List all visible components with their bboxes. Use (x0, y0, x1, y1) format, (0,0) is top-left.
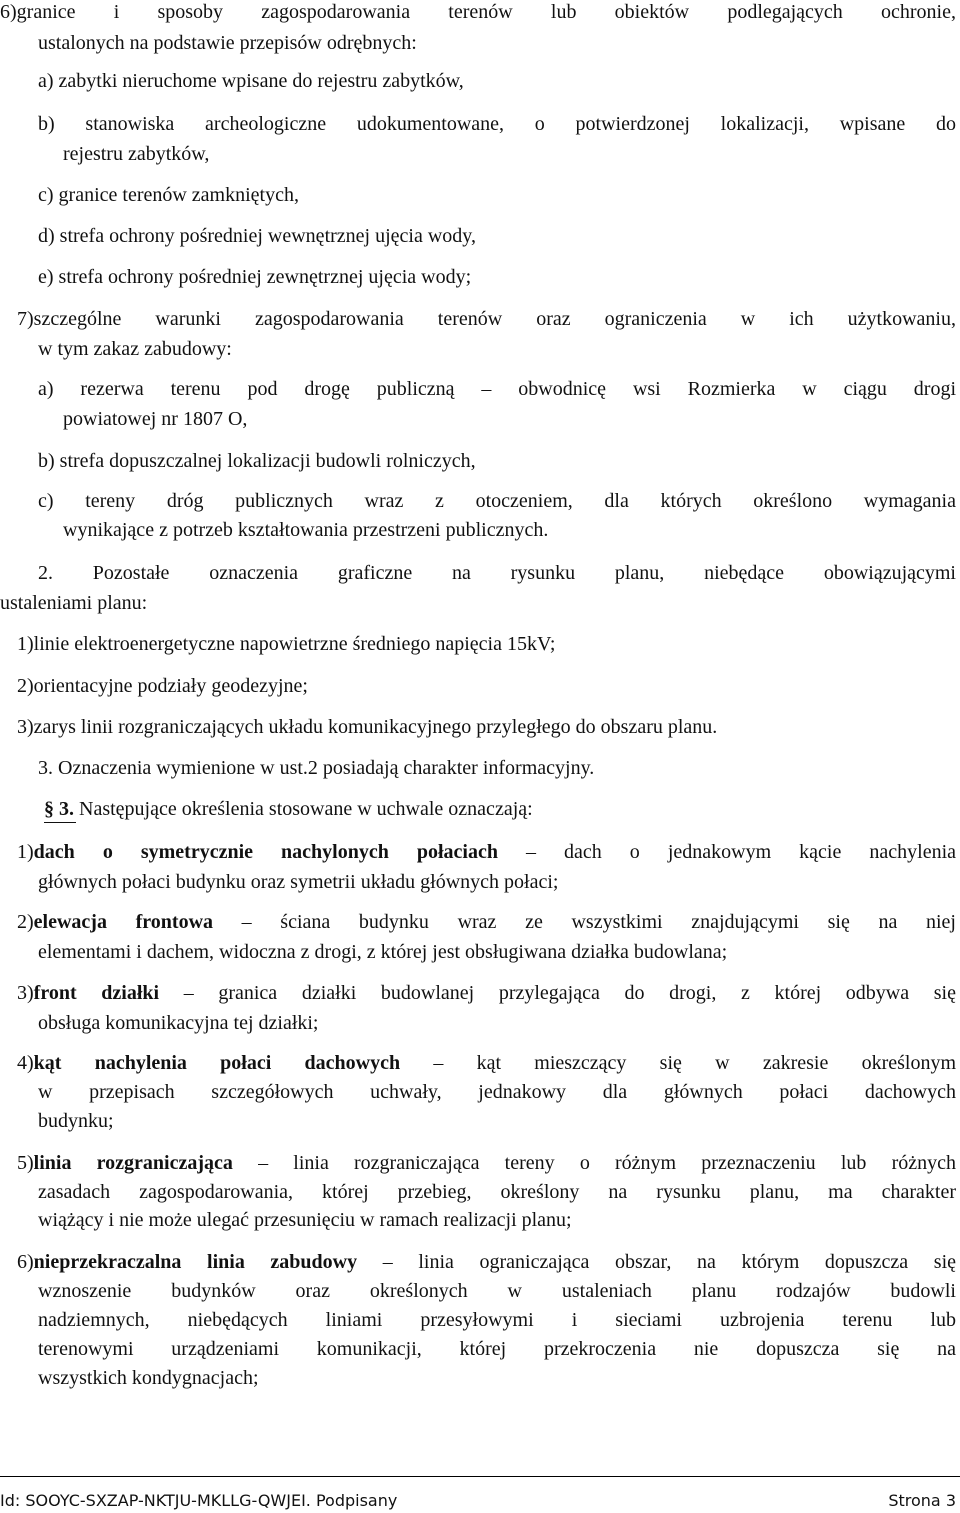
item-6b-line-2: rejestru zabytków, (63, 143, 210, 165)
section-2-item-1: 1)linie elektroenergetyczne napowietrzne średniego napięcia 15kV; (17, 633, 556, 655)
definition-6-line-4: terenowymi urządzeniami komunikacji, której przekroczenia nie dopuszcza się na (38, 1338, 956, 1360)
definition-3-term: front działki (33, 982, 160, 1004)
item-7b: b) strefa dopuszczalnej lokalizacji budowli rolniczych, (38, 450, 476, 472)
section-2-line-1: 2. Pozostałe oznaczenia graficzne na rysunku planu, niebędące obowiązującymi (38, 562, 956, 584)
paragraph-3-heading (44, 797, 533, 821)
definition-2-term: elewacja frontowa (33, 911, 214, 933)
paragraph-3-text: Następujące określenia stosowane w uchwale oznaczają: (74, 798, 533, 820)
definition-4-line-3: budynku; (38, 1110, 114, 1132)
definition-4-line-1 (17, 1051, 956, 1075)
item-7a-line-1: a) rezerwa terenu pod drogę publiczną – obwodnicę wsi Rozmierka w ciągu drogi (38, 378, 956, 400)
definition-6-number: 6) (17, 1251, 34, 1273)
definition-6-text: – linia ograniczająca obszar, na którym dopuszcza się (357, 1251, 957, 1273)
definition-3-line-1 (17, 981, 956, 1005)
paragraph-3-number: § 3. (44, 798, 74, 820)
definition-5-text: – linia rozgraniczająca tereny o różnym przeznaczeniu lub różnych (232, 1152, 956, 1174)
item-7c-line-2: wynikające z potrzeb kształtowania przestrzeni publicznych. (63, 519, 549, 541)
definition-4-number: 4) (17, 1052, 34, 1074)
item-6c: c) granice terenów zamkniętych, (38, 184, 299, 206)
section-2-item-3: 3)zarys linii rozgraniczających układu komunikacyjnego przyległego do obszaru planu. (17, 716, 718, 738)
section-2-line-2: ustaleniami planu: (0, 592, 148, 614)
item-6b-line-1: b) stanowiska archeologiczne udokumentowane, o potwierdzonej lokalizacji, wpisane do (38, 113, 956, 135)
definition-1-line-1 (17, 840, 956, 864)
definition-2-line-1 (17, 910, 956, 934)
definition-1-number: 1) (17, 841, 34, 863)
paragraph-sign-underline (44, 822, 76, 823)
definition-2-number: 2) (17, 911, 34, 933)
definition-4-text: – kąt mieszczący się w zakresie określonym (400, 1052, 956, 1074)
definition-6-line-1 (17, 1250, 956, 1274)
item-7c-line-1: c) tereny dróg publicznych wraz z otoczeniem, dla których określono wymagania (38, 490, 956, 512)
item-6a: a) zabytki nieruchome wpisane do rejestru zabytków, (38, 70, 464, 92)
item-6-line-1: 6)granice i sposoby zagospodarowania terenów lub obiektów podlegających ochronie, (0, 1, 956, 23)
definition-2-text: – ściana budynku wraz ze wszystkimi znajdującymi się na niej (213, 911, 956, 933)
definition-3-line-2: obsługa komunikacyjna tej działki; (38, 1012, 319, 1034)
item-7a-line-2: powiatowej nr 1807 O, (63, 408, 248, 430)
definition-5-line-3: wiążący i nie może ulegać przesunięciu w ramach realizacji planu; (38, 1209, 572, 1231)
definition-6-line-5: wszystkich kondygnacjach; (38, 1367, 259, 1389)
footer-page-number: Strona 3 (888, 1491, 956, 1510)
definition-1-line-2: głównych połaci budynku oraz symetrii układu głównych połaci; (38, 871, 559, 893)
item-6d: d) strefa ochrony pośredniej wewnętrznej ujęcia wody, (38, 225, 476, 247)
definition-5-term: linia rozgraniczająca (33, 1152, 233, 1174)
item-6-line-2: ustalonych na podstawie przepisów odrębnych: (38, 32, 417, 54)
section-3-note: 3. Oznaczenia wymienione w ust.2 posiadają charakter informacyjny. (38, 757, 595, 779)
definition-5-number: 5) (17, 1152, 34, 1174)
definition-1-term: dach o symetrycznie nachylonych połaciach (33, 841, 498, 863)
item-7-line-1: 7)szczególne warunki zagospodarowania terenów oraz ograniczenia w ich użytkowaniu, (17, 308, 956, 330)
footer-divider (0, 1476, 960, 1477)
definition-6-line-3: nadziemnych, niebędących liniami przesyłowymi i sieciami uzbrojenia terenu lub (38, 1309, 956, 1331)
definition-5-line-2: zasadach zagospodarowania, której przebieg, określony na rysunku planu, ma charakter (38, 1181, 956, 1203)
definition-6-term: nieprzekraczalna linia zabudowy (33, 1251, 358, 1273)
footer-document-id: Id: SOOYC-SXZAP-NKTJU-MKLLG-QWJEI. Podpisany (0, 1491, 398, 1510)
definition-5-line-1 (17, 1151, 956, 1175)
definition-2-line-2: elementami i dachem, widoczna z drogi, z której jest obsługiwana działka budowlana; (38, 941, 728, 963)
item-7-line-2: w tym zakaz zabudowy: (38, 338, 232, 360)
definition-3-text: – granica działki budowlanej przylegająca do drogi, z której odbywa się (159, 982, 956, 1004)
definition-4-term: kąt nachylenia połaci dachowych (33, 1052, 401, 1074)
item-6e: e) strefa ochrony pośredniej zewnętrznej ujęcia wody; (38, 266, 472, 288)
definition-3-number: 3) (17, 982, 34, 1004)
definition-6-line-2: wznoszenie budynków oraz określonych w ustaleniach planu rodzajów budowli (38, 1280, 956, 1302)
definition-4-line-2: w przepisach szczegółowych uchwały, jednakowy dla głównych połaci dachowych (38, 1081, 956, 1103)
section-2-item-2: 2)orientacyjne podziały geodezyjne; (17, 675, 308, 697)
definition-1-text: – dach o jednakowym kącie nachylenia (497, 841, 956, 863)
